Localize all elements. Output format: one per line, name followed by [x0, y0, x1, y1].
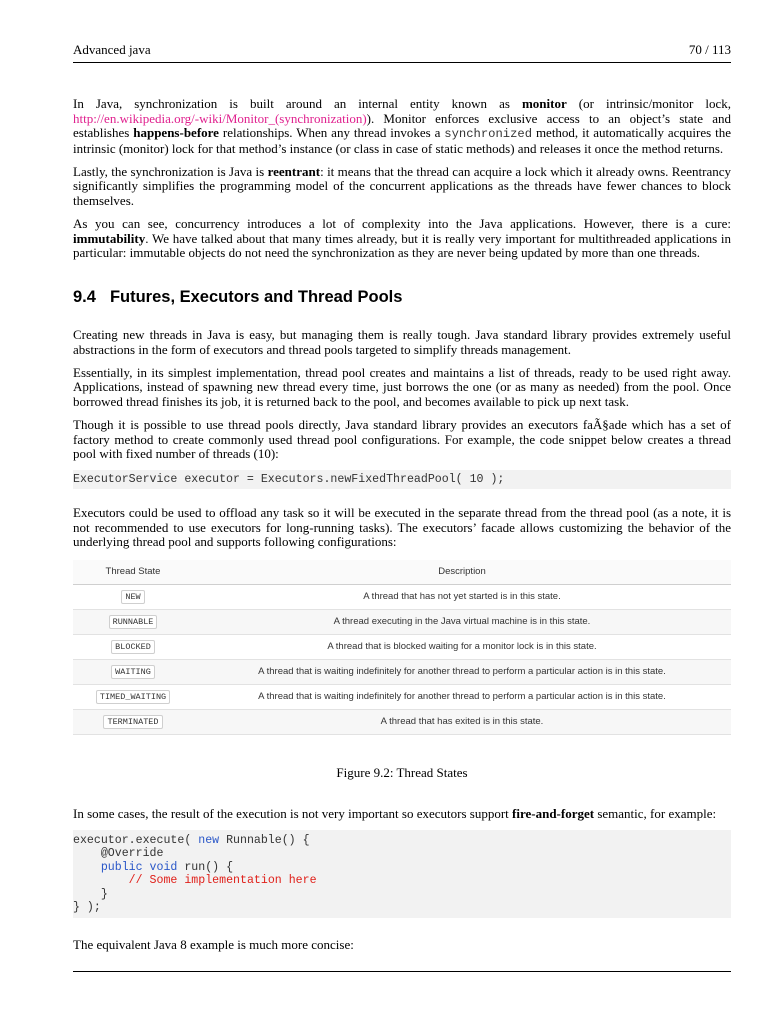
paragraph-offload: Executors could be used to offload any task so it will be executed in the separate thread from the thread pool (as a note, it is not recommended to use executors for long-running tasks). The executors’ facade allows customizing the behavior of the underlying thread pool and supports following configurations: [73, 505, 731, 550]
state-badge: TERMINATED [103, 715, 162, 729]
page-number: 70 / 113 [688, 42, 731, 57]
column-header-thread-state: Thread State [73, 560, 193, 585]
thread-states-table [73, 560, 731, 735]
state-description: A thread that has exited is in this state. [193, 709, 731, 734]
paragraph-threads: Creating new threads in Java is easy, but managing them is really tough. Java standard library provides extremely useful abstractions in the form of executors and thread pools targeted to simplify threads management. [73, 326, 731, 357]
state-description: A thread executing in the Java virtual machine is in this state. [193, 609, 731, 634]
state-badge: BLOCKED [111, 640, 155, 654]
paragraph-executors-facade: Though it is possible to use thread pools directly, Java standard library provides an executors faÃ§ade which has a set of factory method to create commonly used thread pool configurations. For example, the code snippet below creates a thread pool with fixed number of threads (10): [73, 416, 731, 462]
state-badge: NEW [121, 590, 144, 604]
section-heading: 9.4 Futures, Executors and Thread Pools [73, 287, 403, 306]
state-description: A thread that is blocked waiting for a monitor lock is in this state. [193, 634, 731, 659]
paragraph-reentrant: Lastly, the synchronization is Java is reentrant: it means that the thread can acquire a lock which it already owns. Reentrancy significantly simplifies the programming model of the concurrent applications as the threads have fewer chances to block themselves. [73, 163, 731, 209]
table-row [73, 634, 731, 659]
paragraph-fire-and-forget: In some cases, the result of the execution is not very important so executors support fire-and-forget semantic, for example: [73, 805, 717, 821]
state-badge: TIMED_WAITING [96, 690, 170, 704]
table-row [73, 709, 731, 734]
figure-caption: Figure 9.2: Thread States [336, 764, 468, 780]
document-header-title: Advanced java [73, 42, 151, 57]
code-block-runnable: executor.execute( new Runnable() { @Override public void run() { // Some implementation here } } ); [73, 830, 731, 917]
wikipedia-monitor-link[interactable]: http://en.wikipedia.org/-wiki/Monitor_(synchronization) [73, 110, 367, 126]
page-content [73, 97, 731, 961]
header-divider [73, 62, 731, 63]
state-description: A thread that is waiting indefinitely for another thread to perform a particular action is in this state. [193, 684, 731, 709]
state-badge: WAITING [111, 665, 155, 679]
footer-divider [73, 971, 731, 972]
state-description: A thread that has not yet started is in this state. [193, 584, 731, 609]
state-description: A thread that is waiting indefinitely for another thread to perform a particular action is in this state. [193, 659, 731, 684]
paragraph-thread-pool: Essentially, in its simplest implementation, thread pool creates and maintains a list of threads, ready to be used right away. Applications, instead of spawning new thread every time, just borrows the one (or as many as needed) from the pool. Once borrowed thread finishes its job, it is returned back to the pool, and becomes available to pick up next task. [73, 364, 731, 409]
table-row [73, 684, 731, 709]
paragraph-immutability: As you can see, concurrency introduces a lot of complexity into the Java applications. However, there is a cure: immutability. We have talked about that many times already, but it is really very important for multithreaded applications in particular: immutable objects do not need the synchronization as they are never being updated by more than one threads. [73, 216, 731, 261]
table-header-row [73, 560, 731, 585]
paragraph-java8: The equivalent Java 8 example is much more concise: [73, 936, 354, 952]
table-row [73, 659, 731, 684]
code-snippet-fixed-pool: ExecutorService executor = Executors.newFixedThreadPool( 10 ); [73, 470, 731, 489]
state-badge: RUNNABLE [109, 615, 158, 629]
table-row [73, 609, 731, 634]
paragraph-monitor: In Java, synchronization is built around an internal entity known as monitor (or intrinsic/monitor lock, http://en.wikipedia.org/-wiki/Monitor_(synchronization)). Monitor enforces exclusive access to an object’s state and establishes happens-before relationships. When any thread invokes a synchronized method, it automatically acquires the intrinsic (monitor) lock for that method’s instance (or class in case of static methods) and releases it once the method returns. [73, 96, 731, 156]
table-row [73, 584, 731, 609]
column-header-description: Description [193, 560, 731, 585]
